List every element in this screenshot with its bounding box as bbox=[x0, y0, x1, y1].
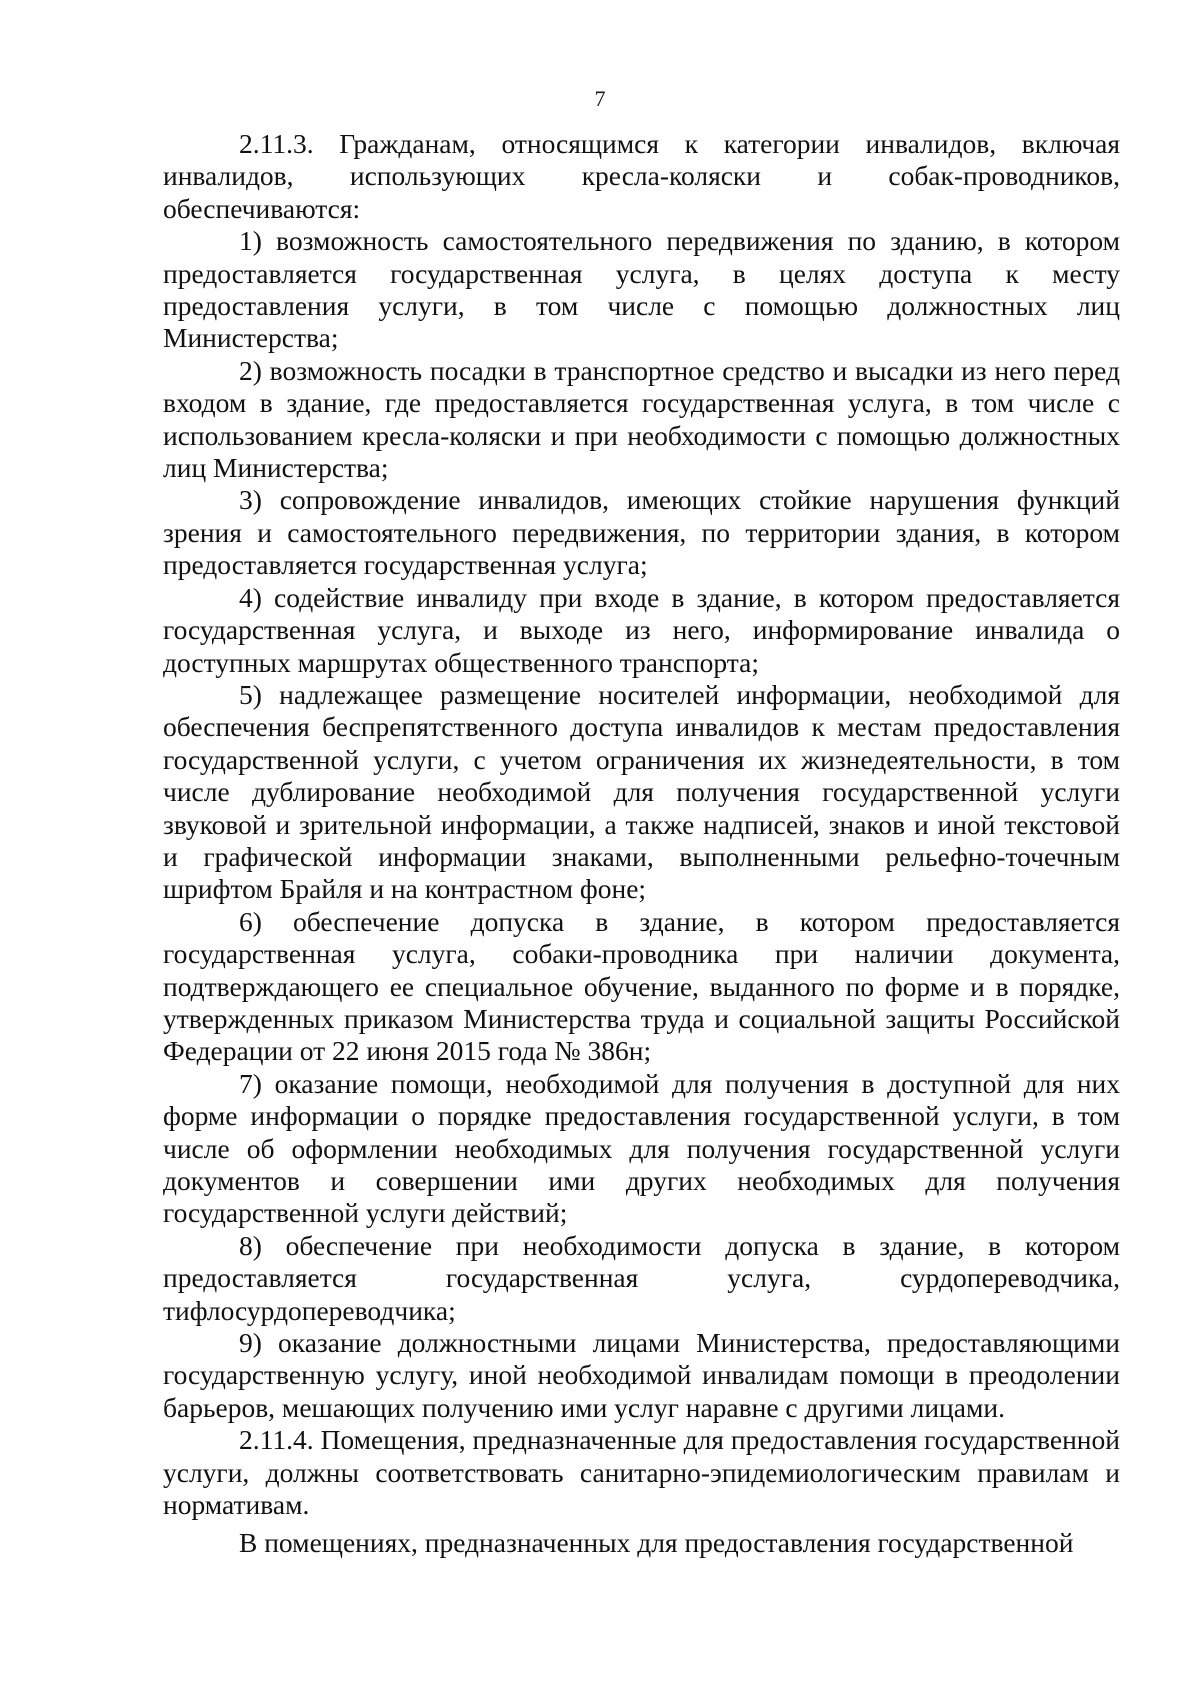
paragraph-premises: В помещениях, предназначенных для предоставления государственной bbox=[239, 1527, 1074, 1559]
paragraph-2-11-3: 2.11.3. Гражданам, относящимся к категории инвалидов, включая инвалидов, использующих кресла-коляски и собак-проводников, обеспечиваются: bbox=[163, 128, 1120, 224]
list-item-3: 3) сопровождение инвалидов, имеющих стойкие нарушения функций зрения и самостоятельного передвижения, по территории здания, в котором предоставляется государственная услуга; bbox=[163, 484, 1120, 581]
document-body bbox=[163, 128, 1120, 1560]
list-item-8: 8) обеспечение при необходимости допуска в здание, в котором предоставляется государственная услуга, сурдопереводчика, тифлосурдопереводчика; bbox=[163, 1229, 1120, 1326]
list-item-4: 4) содействие инвалиду при входе в здание, в котором предоставляется государственная услуга, и выходе из него, информирование инвалида о доступных маршрутах общественного транспорта; bbox=[163, 581, 1120, 678]
page-number: 7 bbox=[594, 86, 606, 111]
list-item-6: 6) обеспечение допуска в здание, в котором предоставляется государственная услуга, собаки-проводника при наличии документа, подтверждающего ее специальное обучение, выданного по форме и в порядке, утвержденных приказом Министерства труда и социальной защиты Российской Федерации от 22 июня 2015 года № 386н; bbox=[163, 905, 1120, 1067]
list-item-9: 9) оказание должностными лицами Министерства, предоставляющими государственную услугу, иной необходимой инвалидам помощи в преодолении барьеров, мешающих получению ими услуг наравне с другими лицами. bbox=[163, 1327, 1120, 1423]
list-item-2: 2) возможность посадки в транспортное средство и высадки из него перед входом в здание, где предоставляется государственная услуга, в том числе с использованием кресла-коляски и при необходимости с помощью должностных лиц Министерства; bbox=[163, 354, 1120, 484]
list-item-7: 7) оказание помощи, необходимой для получения в доступной для них форме информации о порядке предоставления государственной услуги, в том числе об оформлении необходимых для получения государственной услуги документов и совершении ими других необходимых для получения государственной услуги действий; bbox=[163, 1067, 1120, 1229]
list-item-1: 1) возможность самостоятельного передвижения по зданию, в котором предоставляется государственная услуга, в целях доступа к месту предоставления услуги, в том числе с помощью должностных лиц Министерства; bbox=[163, 225, 1120, 354]
paragraph-2-11-4: 2.11.4. Помещения, предназначенные для предоставления государственной услуги, должны соответствовать санитарно-эпидемиологическим правилам и нормативам. bbox=[163, 1424, 1120, 1521]
list-item-5: 5) надлежащее размещение носителей информации, необходимой для обеспечения беспрепятственного доступа инвалидов к местам предоставления государственной услуги, с учетом ограничения их жизнедеятельности, в том числе дублирование необходимой для получения государственной услуги звуковой и зрительной информации, а также надписей, знаков и иной текстовой и графической информации знаками, выполненными рельефно-точечным шрифтом Брайля и на контрастном фоне; bbox=[163, 678, 1120, 905]
